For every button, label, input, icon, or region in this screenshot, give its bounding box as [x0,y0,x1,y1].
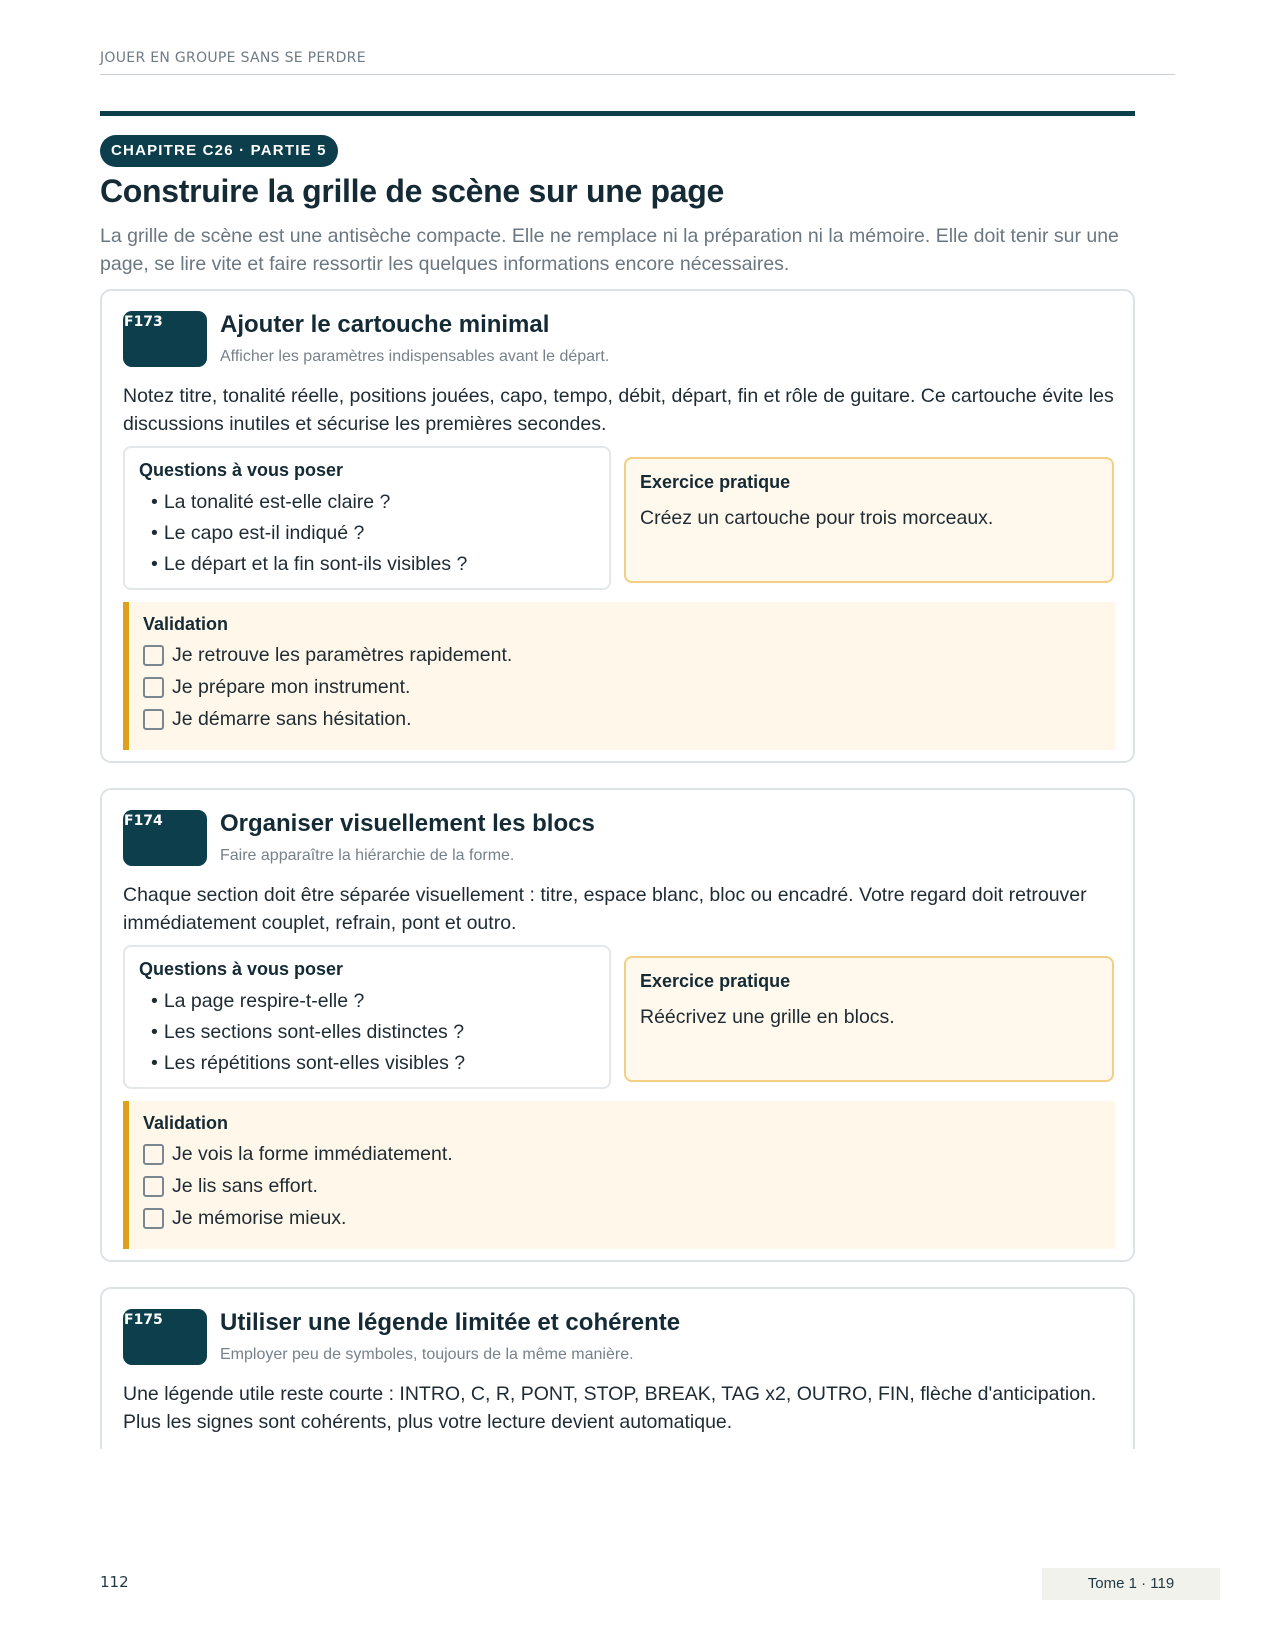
checkbox[interactable] [143,1208,164,1229]
checkbox[interactable] [143,645,164,666]
chapter-badge: CHAPITRE C26 · PARTIE 5 [100,135,338,167]
exercise-title: Exercice pratique [640,971,791,991]
section-code-badge: F175 [123,1309,207,1365]
page-title: Construire la grille de scène sur une page [100,173,725,209]
validation-item: Je lis sans effort. [143,1170,1101,1202]
validation-item: Je prépare mon instrument. [143,671,1101,703]
section-card-f174 [100,788,1135,1262]
validation-box [123,1101,1115,1249]
section-code-badge: F174 [123,810,207,866]
question-item: • La tonalité est-elle claire ? [139,487,595,518]
section-title: Organiser visuellement les blocs [220,810,595,837]
validation-box [123,602,1115,750]
question-item: • Le capo est-il indiqué ? [139,518,595,549]
validation-item: Je retrouve les paramètres rapidement. [143,639,1101,671]
exercise-box [624,956,1114,1082]
checkbox[interactable] [143,1176,164,1197]
section-card-f173 [100,289,1135,763]
validation-item: Je vois la forme immédiatement. [143,1138,1101,1170]
section-title: Utiliser une légende limitée et cohérente [220,1309,681,1336]
section-subtitle: Employer peu de symboles, toujours de la même manière. [220,1346,634,1363]
chapter-intro: La grille de scène est une antisèche compacte. Elle ne remplace ni la préparation ni la mémoire. Elle doit tenir sur une page, se lire vite et faire ressortir les quelques informations encore nécessaires. [100,225,1119,275]
exercise-title: Exercice pratique [640,472,791,492]
section-code-badge: F173 [123,311,207,367]
checkbox[interactable] [143,677,164,698]
validation-item: Je démarre sans hésitation. [143,703,1101,735]
section-subtitle: Afficher les paramètres indispensables avant le départ. [220,348,610,365]
section-body: Chaque section doit être séparée visuellement : titre, espace blanc, bloc ou encadré. Votre regard doit retrouver immédiatement couplet, refrain, pont et outro. [123,884,1087,934]
questions-title: Questions à vous poser [139,959,344,979]
validation-title: Validation [143,1113,229,1133]
section-subtitle: Faire apparaître la hiérarchie de la forme. [220,847,515,864]
section-card-f175 [100,1287,1135,1449]
question-item: • Les sections sont-elles distinctes ? [139,1017,595,1048]
checkbox[interactable] [143,709,164,730]
running-header: JOUER EN GROUPE SANS SE PERDRE [100,50,1175,75]
validation-item: Je mémorise mieux. [143,1202,1101,1234]
question-item: • Le départ et la fin sont-ils visibles ? [139,549,595,580]
tome-label: Tome 1 · 119 [1042,1568,1220,1600]
questions-title: Questions à vous poser [139,460,344,480]
exercise-text: Créez un cartouche pour trois morceaux. [640,507,994,529]
question-item: • Les répétitions sont-elles visibles ? [139,1048,595,1079]
section-title: Ajouter le cartouche minimal [220,311,550,338]
exercise-text: Réécrivez une grille en blocs. [640,1006,895,1028]
questions-box [123,945,611,1089]
header-rule [100,111,1135,116]
section-body: Une légende utile reste courte : INTRO, C, R, PONT, STOP, BREAK, TAG x2, OUTRO, FIN, flèche d'anticipation. Plus les signes sont cohérents, plus votre lecture devient automatique. [123,1383,1097,1433]
page-number: 112 [100,1573,129,1591]
checkbox[interactable] [143,1144,164,1165]
exercise-box [624,457,1114,583]
question-item: • La page respire-t-elle ? [139,986,595,1017]
validation-title: Validation [143,614,229,634]
section-body: Notez titre, tonalité réelle, positions jouées, capo, tempo, débit, départ, fin et rôle de guitare. Ce cartouche évite les discussions inutiles et sécurise les premières secondes. [123,385,1114,435]
questions-box [123,446,611,590]
